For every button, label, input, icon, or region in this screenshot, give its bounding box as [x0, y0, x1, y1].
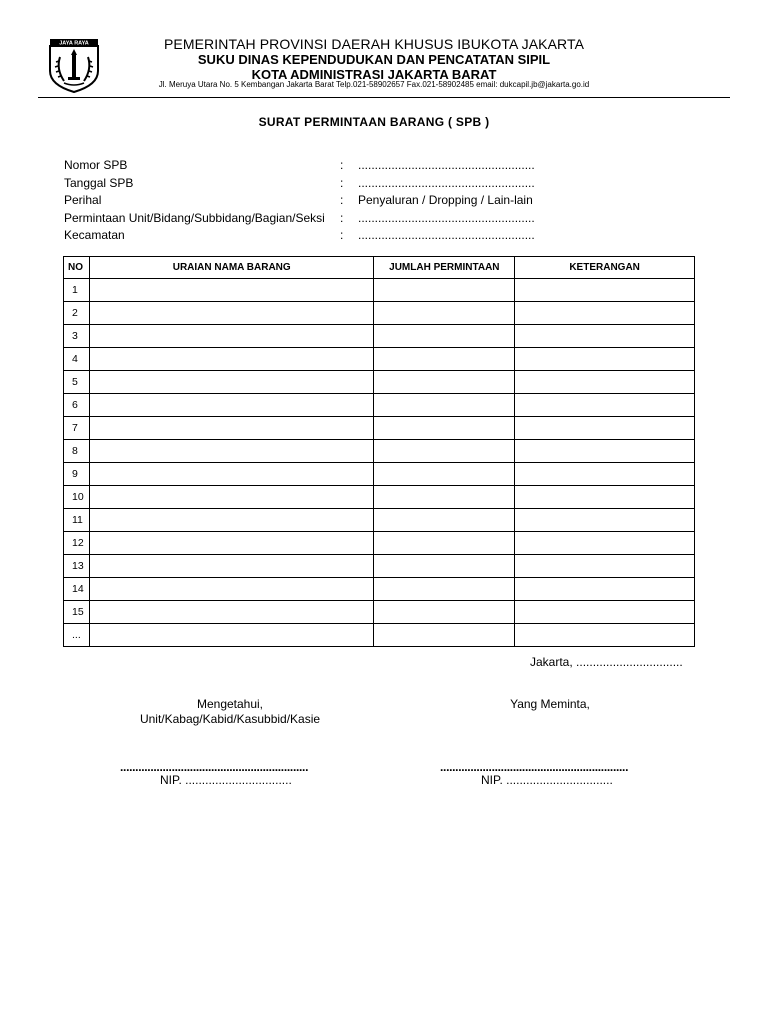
quantity-cell[interactable]	[374, 486, 515, 509]
remarks-cell[interactable]	[515, 325, 695, 348]
row-number: 13	[64, 555, 90, 578]
table-row	[64, 394, 695, 417]
remarks-cell[interactable]	[515, 532, 695, 555]
item-name-cell[interactable]	[89, 578, 373, 601]
item-name-cell[interactable]	[89, 302, 373, 325]
field-value: .....................................................	[358, 210, 535, 225]
quantity-cell[interactable]	[374, 440, 515, 463]
remarks-cell[interactable]	[515, 578, 695, 601]
remarks-cell[interactable]	[515, 371, 695, 394]
field-colon: :	[340, 175, 344, 190]
row-number: 10	[64, 486, 90, 509]
quantity-cell[interactable]	[374, 509, 515, 532]
table-row	[64, 279, 695, 302]
row-number: 4	[64, 348, 90, 371]
item-name-cell[interactable]	[89, 532, 373, 555]
item-name-cell[interactable]	[89, 440, 373, 463]
right-signature-line: ..............................................................	[440, 760, 629, 774]
item-name-cell[interactable]	[89, 417, 373, 440]
quantity-cell[interactable]	[374, 348, 515, 371]
row-number: 15	[64, 601, 90, 624]
quantity-cell[interactable]	[374, 463, 515, 486]
column-header-no: NO	[64, 257, 90, 279]
quantity-cell[interactable]	[374, 394, 515, 417]
jakarta-emblem-logo	[46, 37, 102, 93]
remarks-cell[interactable]	[515, 555, 695, 578]
field-tanggal-spb	[64, 175, 704, 193]
table-row	[64, 463, 695, 486]
remarks-cell[interactable]	[515, 302, 695, 325]
item-name-cell[interactable]	[89, 279, 373, 302]
field-colon: :	[340, 193, 344, 207]
field-value: .....................................................	[358, 175, 535, 190]
item-name-cell[interactable]	[89, 371, 373, 394]
left-nip: NIP. ................................	[160, 773, 292, 787]
item-name-cell[interactable]	[89, 325, 373, 348]
item-name-cell[interactable]	[89, 463, 373, 486]
quantity-cell[interactable]	[374, 532, 515, 555]
row-number: 3	[64, 325, 90, 348]
items-table	[63, 256, 695, 647]
field-value: Penyaluran / Dropping / Lain-lain	[358, 193, 533, 207]
remarks-cell[interactable]	[515, 601, 695, 624]
item-name-cell[interactable]	[89, 394, 373, 417]
table-row	[64, 486, 695, 509]
field-label: Perihal	[64, 193, 102, 207]
remarks-cell[interactable]	[515, 624, 695, 647]
org-name-line2: SUKU DINAS KEPENDUDUKAN DAN PENCATATAN SIPIL	[197, 52, 551, 67]
remarks-cell[interactable]	[515, 463, 695, 486]
row-number: 11	[64, 509, 90, 532]
row-number: 7	[64, 417, 90, 440]
quantity-cell[interactable]	[374, 601, 515, 624]
item-name-cell[interactable]	[89, 624, 373, 647]
table-row	[64, 624, 695, 647]
column-header-remarks: KETERANGAN	[515, 257, 695, 279]
place-date: Jakarta, ................................	[530, 655, 683, 669]
left-signature-line: ..............................................................	[120, 760, 309, 774]
acknowledged-label: Mengetahui,	[196, 697, 264, 711]
field-label: Nomor SPB	[64, 158, 128, 172]
field-label: Tanggal SPB	[64, 175, 134, 190]
table-row	[64, 532, 695, 555]
row-number: 2	[64, 302, 90, 325]
column-header-quantity: JUMLAH PERMINTAAN	[374, 257, 515, 279]
table-row	[64, 371, 695, 394]
field-colon: :	[340, 210, 344, 225]
table-row	[64, 509, 695, 532]
remarks-cell[interactable]	[515, 394, 695, 417]
remarks-cell[interactable]	[515, 440, 695, 463]
org-name-line3: KOTA ADMINISTRASI JAKARTA BARAT	[251, 67, 497, 82]
item-name-cell[interactable]	[89, 348, 373, 371]
table-row	[64, 302, 695, 325]
field-label: Permintaan Unit/Bidang/Subbidang/Bagian/Seksi	[64, 210, 325, 225]
header-divider	[38, 97, 730, 98]
remarks-cell[interactable]	[515, 279, 695, 302]
document-title: SURAT PERMINTAAN BARANG ( SPB )	[258, 115, 490, 129]
logo-text: JAYA RAYA	[59, 40, 89, 47]
org-address: Jl. Meruya Utara No. 5 Kembangan Jakarta Barat Telp.021-58902657 Fax.021-58902485 email: dukcapil.jb@jakarta.go.id	[158, 80, 590, 89]
column-header-item-name: URAIAN NAMA BARANG	[89, 257, 373, 279]
row-number: 12	[64, 532, 90, 555]
remarks-cell[interactable]	[515, 486, 695, 509]
row-number: 9	[64, 463, 90, 486]
table-row	[64, 325, 695, 348]
row-number: 6	[64, 394, 90, 417]
table-row	[64, 417, 695, 440]
row-number: 14	[64, 578, 90, 601]
item-name-cell[interactable]	[89, 555, 373, 578]
quantity-cell[interactable]	[374, 555, 515, 578]
quantity-cell[interactable]	[374, 624, 515, 647]
row-number: 5	[64, 371, 90, 394]
field-nomor-spb	[64, 157, 704, 175]
field-kecamatan	[64, 227, 704, 245]
quantity-cell[interactable]	[374, 578, 515, 601]
field-perihal	[64, 192, 704, 210]
table-row	[64, 348, 695, 371]
quantity-cell[interactable]	[374, 371, 515, 394]
field-permintaan-unit	[64, 210, 704, 228]
field-value: .....................................................	[358, 228, 535, 242]
field-label: Kecamatan	[64, 228, 125, 242]
table-row	[64, 555, 695, 578]
remarks-cell[interactable]	[515, 348, 695, 371]
field-colon: :	[340, 228, 344, 242]
requester-label: Yang Meminta,	[510, 697, 590, 711]
remarks-cell[interactable]	[515, 509, 695, 532]
info-fields	[64, 157, 704, 245]
table-header-row	[64, 257, 695, 279]
row-number: 8	[64, 440, 90, 463]
right-nip: NIP. ................................	[481, 773, 613, 787]
quantity-cell[interactable]	[374, 417, 515, 440]
field-colon: :	[340, 158, 344, 172]
quantity-cell[interactable]	[374, 302, 515, 325]
row-number: ...	[64, 624, 90, 647]
table-row	[64, 440, 695, 463]
quantity-cell[interactable]	[374, 325, 515, 348]
field-value: .....................................................	[358, 158, 535, 172]
item-name-cell[interactable]	[89, 601, 373, 624]
row-number: 1	[64, 279, 90, 302]
org-name-line1: PEMERINTAH PROVINSI DAERAH KHUSUS IBUKOTA JAKARTA	[163, 36, 585, 52]
acknowledger-position: Unit/Kabag/Kabid/Kasubbid/Kasie	[139, 712, 321, 726]
quantity-cell[interactable]	[374, 279, 515, 302]
item-name-cell[interactable]	[89, 486, 373, 509]
item-name-cell[interactable]	[89, 509, 373, 532]
table-row	[64, 578, 695, 601]
remarks-cell[interactable]	[515, 417, 695, 440]
table-row	[64, 601, 695, 624]
